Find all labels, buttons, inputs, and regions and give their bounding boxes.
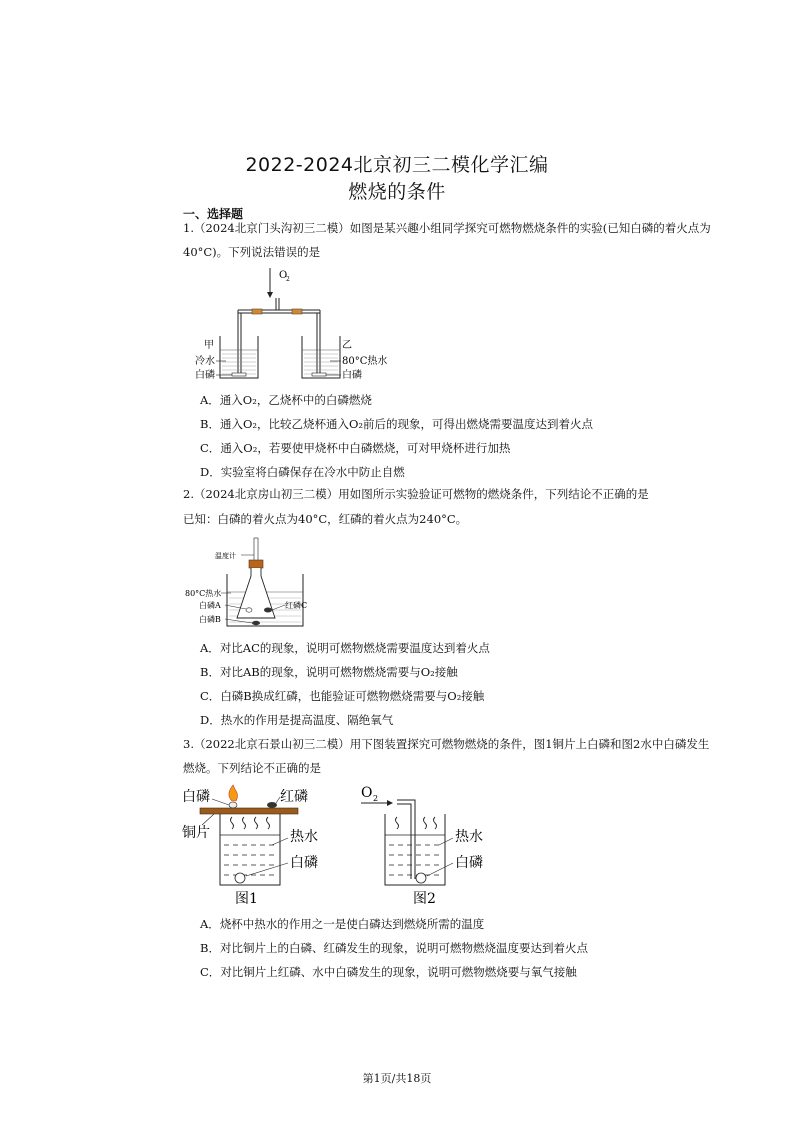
page-subtitle: 燃烧的条件 [348,181,446,203]
q1-label-white-p-left: 白磷 [195,370,215,381]
q1-option-d-text: 实验室将白磷保存在冷水中防止自燃 [220,465,405,479]
q3-fig2-label-hot-water: 热水 [455,829,483,845]
q2-option-a-label: A． [200,641,220,655]
q3-option-c-text: 对比铜片上红磷、水中白磷发生的现象，说明可燃物燃烧要与氧气接触 [220,965,577,979]
q2-option-a [200,640,490,656]
q1-option-d [200,464,405,480]
q3-option-a [200,916,484,932]
q3-option-b-label: B． [200,941,220,955]
q1-label-cold-water: 冷水 [195,356,215,367]
q1-option-d-label: D． [200,465,221,479]
page-footer: 第1页/共18页 [362,1072,432,1085]
q2-label-thermometer: 温度计 [215,552,236,560]
q2-option-d-label: D． [200,713,221,727]
q1-option-a [200,392,372,408]
page-title: 2022-2024北京初三二模化学汇编 [245,154,549,176]
q1-label-white-p-right: 白磷 [342,370,362,381]
q1-label-hot-water: 80°C热水 [342,356,388,367]
q3-option-b [200,940,588,956]
q2-figure [185,538,335,630]
q1-label-jia: 甲 [204,340,214,351]
q3-fig2-label-o2: O [361,785,373,801]
q2-option-a-text: 对比AC的现象，说明可燃物燃烧需要温度达到着火点 [219,641,490,655]
q3-fig1-label-white-p-water: 白磷 [290,855,318,871]
q3-figure-1 [180,783,350,905]
q1-option-a-label: A． [200,393,220,407]
q3-fig2-caption: 图2 [413,891,436,907]
q3-fig1-label-white-p-top: 白磷 [182,789,210,805]
section-heading: 一、选择题 [183,207,244,221]
q3-fig2-label-white-p-water: 白磷 [455,855,483,871]
q3-option-a-label: A． [200,917,220,931]
q2-option-d [200,712,393,728]
q2-option-c-text: 白磷B换成红磷，也能验证可燃物燃烧需要与O₂接触 [220,689,485,703]
q2-stem-line2: 已知：白磷的着火点为40°C，红磷的着火点为240°C。 [183,512,468,526]
q1-o2-label: O [279,270,288,281]
q2-stem-line1: 2.（2024北京房山初三二模）用如图所示实验验证可燃物的燃烧条件，下列结论不正确的是 [183,487,649,501]
q1-option-b [200,416,593,432]
q3-option-b-text: 对比铜片上的白磷、红磷发生的现象，说明可燃物燃烧温度要达到着火点 [219,941,588,955]
q1-option-c [200,440,510,456]
q1-option-b-label: B． [200,417,220,431]
q3-fig1-caption: 图1 [235,891,258,907]
q1-option-a-text: 通入O₂，乙烧杯中的白磷燃烧 [219,393,372,407]
q3-fig1-label-red-p: 红磷 [280,789,308,805]
q1-option-c-label: C． [200,441,221,455]
q2-label-white-a: 白磷A [199,601,221,610]
q2-option-b [200,664,458,680]
q2-option-c-label: C． [200,689,221,703]
q1-stem-line1: 1.（2024北京门头沟初三二模）如图是某兴趣小组同学探究可燃物燃烧条件的实验(已知白磷的着火点为 [183,221,711,235]
q3-figure-2 [355,783,505,905]
q3-stem-line1: 3.（2022北京石景山初三二模）用下图装置探究可燃物燃烧的条件，图1铜片上白磷和图2水中白磷发生 [183,737,710,751]
q2-option-b-text: 对比AB的现象，说明可燃物燃烧需要与O₂接触 [219,665,458,679]
q2-label-red-c: 红磷C [285,601,308,610]
q1-option-b-text: 通入O₂，比较乙烧杯通入O₂前后的现象，可得出燃烧需要温度达到着火点 [219,417,594,431]
q2-option-d-text: 热水的作用是提高温度、隔绝氧气 [220,713,394,727]
q3-option-c [200,964,577,980]
q1-figure [190,266,388,386]
q3-stem-line2: 燃烧。下列结论不正确的是 [183,761,321,775]
q2-option-c [200,688,484,704]
q1-label-yi: 乙 [342,340,352,351]
q2-label-hot-water: 80°C热水 [185,589,222,598]
q3-fig2-label-o2-sub: 2 [373,794,379,803]
q3-option-a-text: 烧杯中热水的作用之一是使白磷达到燃烧所需的温度 [219,917,485,931]
q2-label-white-b: 白磷B [199,615,221,624]
q3-option-c-label: C． [200,965,221,979]
q1-stem-line2: 40°C)。下列说法错误的是 [183,245,321,259]
q1-option-c-text: 通入O₂，若要使甲烧杯中白磷燃烧，可对甲烧杯进行加热 [220,441,511,455]
q1-o2-sub: 2 [286,276,290,283]
q3-fig1-label-copper: 铜片 [182,825,210,841]
q3-fig1-label-hot-water: 热水 [290,829,318,845]
q2-option-b-label: B． [200,665,220,679]
